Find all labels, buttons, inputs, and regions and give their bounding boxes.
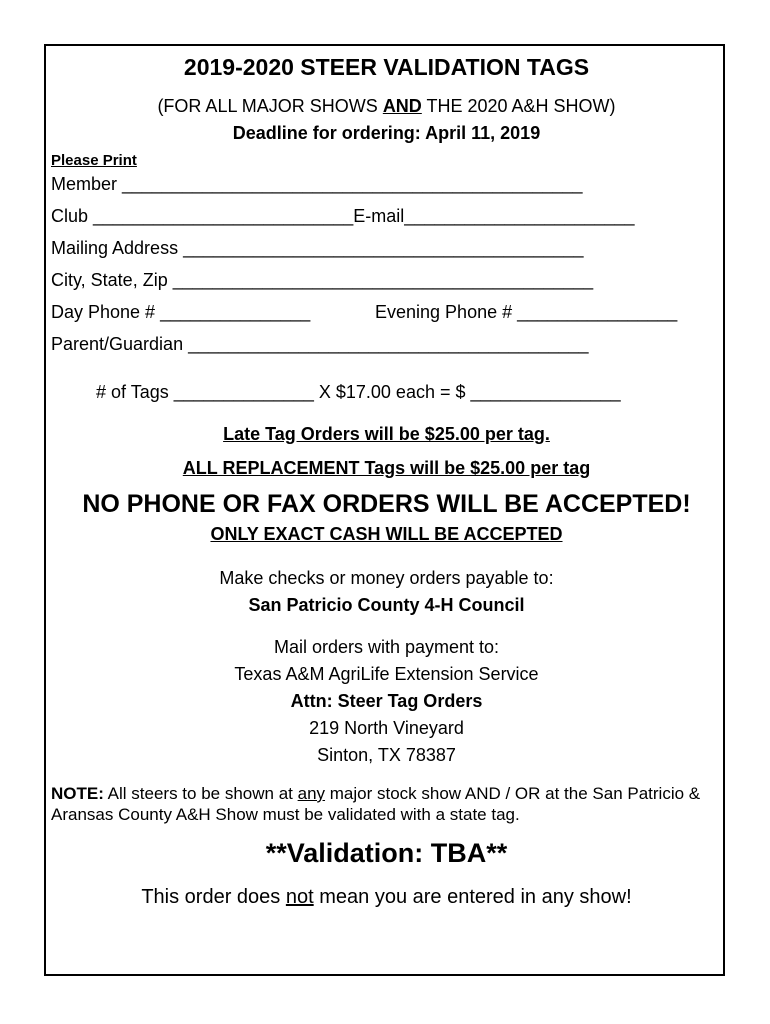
mail-org: Texas A&M AgriLife Extension Service [234,664,539,684]
mail-attn: Attn: Steer Tag Orders [290,691,483,711]
note-paragraph [51,783,721,825]
subtitle-pre: (FOR ALL MAJOR SHOWS [157,96,383,116]
note-any: any [297,784,326,803]
mail-street: 219 North Vineyard [309,718,464,738]
parent-guardian-field[interactable]: Parent/Guardian ________________________________________ [51,334,589,354]
city-state-zip-field[interactable]: City, State, Zip __________________________________________ [51,270,594,290]
form-subtitle [46,96,727,117]
note-label: NOTE: [51,784,104,803]
subtitle-post: THE 2020 A&H SHOW) [421,96,616,116]
late-orders-notice: Late Tag Orders will be $25.00 per tag. [223,424,550,444]
note-post: major stock show AND / OR at the San Patricio & Aransas County A&H Show must be validated with a state tag. [51,784,701,824]
disclaimer [46,886,727,909]
disclaimer-not: not [285,886,314,908]
cash-only-notice: ONLY EXACT CASH WILL BE ACCEPTED [210,524,563,544]
validation-heading: **Validation: TBA** [265,838,508,868]
deadline: Deadline for ordering: April 11, 2019 [232,123,541,143]
please-print: Please Print [51,152,137,169]
club-email-field[interactable]: Club __________________________E-mail_______________________ [51,206,635,226]
disclaimer-pre: This order does [141,886,286,908]
tags-quantity-field[interactable]: # of Tags ______________ X $17.00 each = $ _______________ [96,382,621,402]
mailing-address-field[interactable]: Mailing Address ________________________________________ [51,238,584,258]
note-pre: All steers to be shown at [103,784,298,803]
subtitle-and: AND [382,96,422,116]
mail-city: Sinton, TX 78387 [317,745,456,765]
payable-to: San Patricio County 4-H Council [248,595,525,615]
day-phone-field[interactable]: Day Phone # _______________ [51,302,311,322]
replacement-notice: ALL REPLACEMENT Tags will be $25.00 per tag [182,458,591,478]
order-form [44,44,725,976]
evening-phone-field[interactable]: Evening Phone # ________________ [375,302,678,322]
form-title: 2019-2020 STEER VALIDATION TAGS [183,54,590,80]
payable-to-label: Make checks or money orders payable to: [219,568,554,588]
no-phone-notice: NO PHONE OR FAX ORDERS WILL BE ACCEPTED! [82,490,691,518]
disclaimer-post: mean you are entered in any show! [313,886,632,908]
member-field[interactable]: Member ______________________________________________ [51,174,583,194]
mail-label: Mail orders with payment to: [273,637,500,657]
